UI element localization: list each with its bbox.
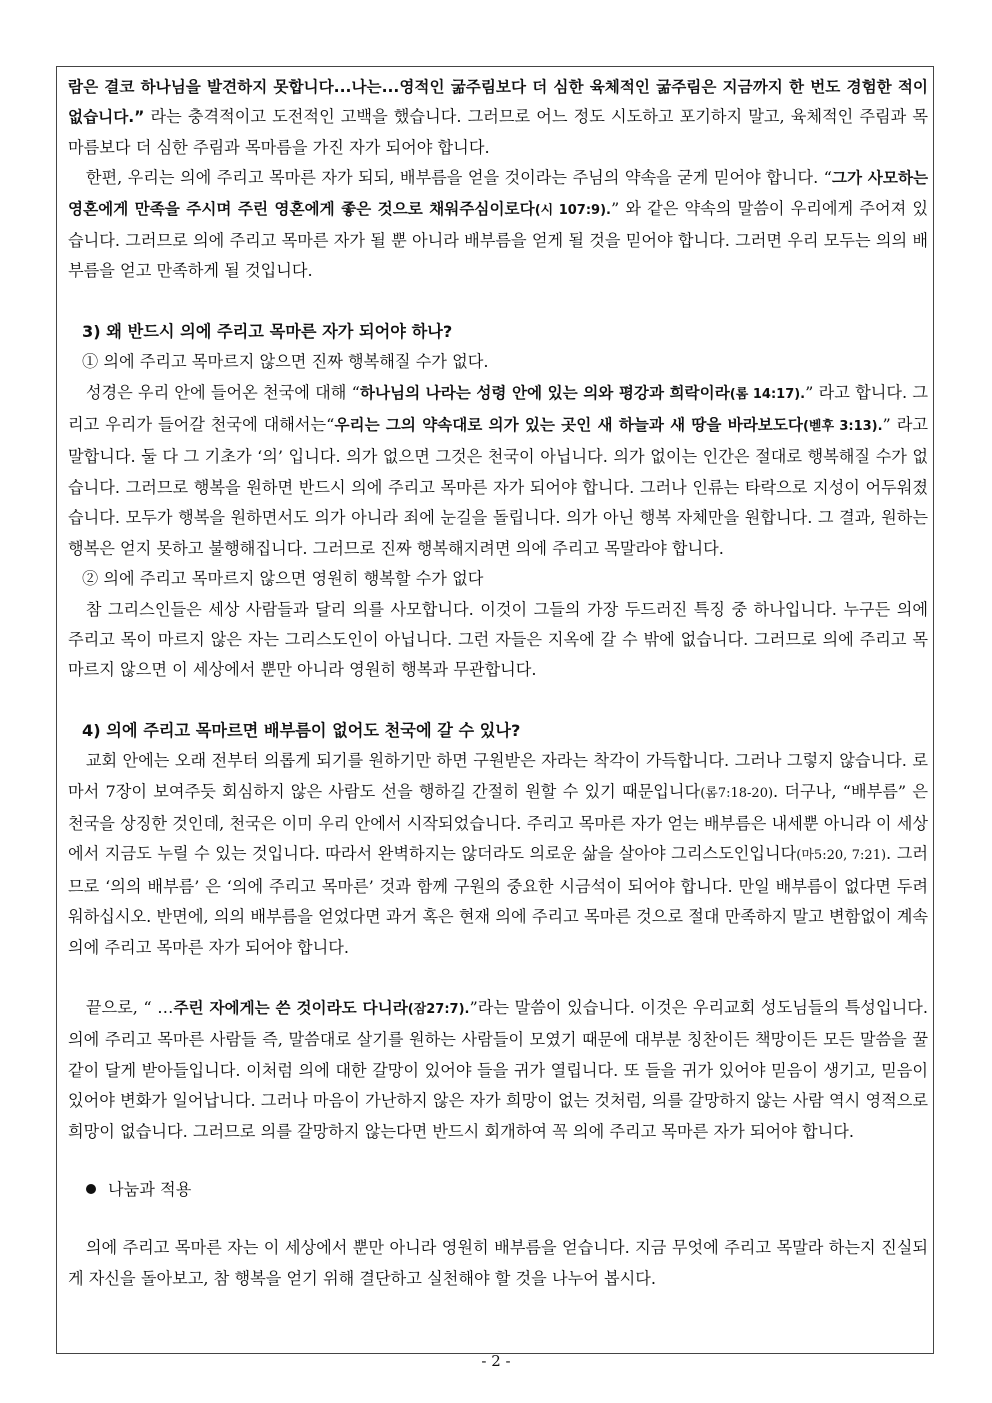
scripture-quote: 그가 사모하는 영혼에게 만족을 주시며 주린 영혼에게 좋은 것으로 채워주심이로다 xyxy=(68,169,929,218)
section-3-subpoint-1: ① 의에 주리고 목마르지 않으면 진짜 행복해질 수가 없다. xyxy=(82,352,489,372)
scripture-quote: 하나님의 나라는 성령 안에 있는 의와 평강과 희락이라 xyxy=(359,383,730,402)
intro-text: ” 와 같은 약속의 말씀이 우리에게 주어져 있습니다. 그러므로 의에 주리고 목마른 자가 될 뿐 아니라 배부름을 얻게 될 것을 믿어야 합니다. 그러면 우리 모두는 의의 배부름을 얻고 만족하게 될 것입니다. xyxy=(68,198,928,281)
section-3-paragraph-2: 참 그리스인들은 세상 사람들과 달리 의를 사모합니다. 이것이 그들의 가장 두드러진 특징 중 하나입니다. 누구든 의에 주리고 목이 마르지 않은 자는 그리스도인이 아닙니다. 그런 자들은 지옥에 갈 수 밖에 없습니다. 그러므로 의에 주리고 목마르지 않으면 이 세상에서 뿐만 아니라 영원히 행복과 무관합니다. xyxy=(68,599,928,680)
section-3-subpoint-2: ② 의에 주리고 목마르지 않으면 영원히 행복할 수가 없다 xyxy=(82,569,484,589)
scripture-quote: 우리는 그의 약속대로 의가 있는 곳인 새 하늘과 새 땅을 바라보도다 xyxy=(334,416,803,435)
scripture-quote: 주린 자에게는 쓴 것이라도 다니라 xyxy=(173,998,408,1017)
body-text: ” 라고 합니다. 그리고 우리가 들어갈 천국에 대해서는“ xyxy=(68,382,928,435)
document-body xyxy=(68,72,928,1294)
sharing-heading xyxy=(68,1175,928,1205)
intro-text: 라는 충격적이고 도전적인 고백을 했습니다. 그러므로 어느 정도 시도하고 포기하지 말고, 육체적인 주림과 목마름보다 더 심한 주림과 목마름을 가진 자가 되어야 합니다. xyxy=(68,107,928,157)
body-text: 성경은 우리 안에 들어온 천국에 대해 “ xyxy=(85,382,360,402)
sharing-paragraph: 의에 주리고 목마른 자는 이 세상에서 뿐만 아니라 영원히 배부름을 얻습니다. 지금 무엇에 주리고 목말라 하는지 진실되게 자신을 돌아보고, 참 행복을 얻기 위해 결단하고 실천해야 할 것을 나누어 봅시다. xyxy=(68,1238,928,1288)
quote-bold: 람은 결코 하나님을 발견하지 못합니다...나는...영적인 굶주림보다 더 심한 육체적인 굶주림은 지금까지 한 번도 경험한 적이 없습니다.” xyxy=(68,78,928,127)
page-number: - 2 - xyxy=(481,1352,511,1370)
section-3-heading: 3) 왜 반드시 의에 주리고 목마른 자가 되어야 하나? xyxy=(82,321,453,341)
sharing-heading-label: 나눔과 적용 xyxy=(108,1180,192,1199)
bullet-icon xyxy=(86,1184,96,1194)
intro-text: 한편, 우리는 의에 주리고 목마른 자가 되되, 배부름을 얻을 것이라는 주님의 약속을 굳게 믿어야 합니다. “ xyxy=(85,168,832,188)
scripture-ref: (시 107:9). xyxy=(534,202,611,218)
intro-paragraph-2 xyxy=(68,163,928,287)
intro-paragraph-1 xyxy=(68,72,928,163)
section-4-heading: 4) 의에 주리고 목마르면 배부름이 없어도 천국에 갈 수 있나? xyxy=(82,720,521,740)
body-text: 교회 안에는 오래 전부터 의롭게 되기를 원하기만 하면 구원받은 자라는 착각이 가득합니다. 그러나 그렇지 않습니다. 로마서 7장이 보여주듯 회심하지 않은 사람도 선을 행하길 간절히 원할 수 있기 때문입니다 xyxy=(68,751,928,801)
scripture-ref: (벧후 3:13). xyxy=(802,419,883,435)
scripture-ref: (잠27:7). xyxy=(407,1001,470,1017)
body-text: . 더구나, “배부름” 은 천국을 상징한 것인데, 천국은 이미 우리 안에서 시작되었습니다. 주리고 목마른 자가 얻는 배부름은 내세뿐 아니라 이 세상에서 지금도 누릴 수 있는 것입니다. 따라서 완벽하지는 않더라도 의로운 삶을 살아야 그리스도인입니다 xyxy=(68,781,928,864)
section-4-paragraph-1 xyxy=(68,746,928,963)
section-3-paragraph-1 xyxy=(68,378,928,564)
scripture-ref: (롬7:18-20) xyxy=(700,785,774,801)
body-text: ” 라고 말합니다. 둘 다 그 기초가 ‘의’ 입니다. 의가 없으면 그것은 천국이 아닙니다. 의가 없이는 인간은 절대로 행복해질 수가 없습니다. 그러므로 행복을 원하면 반드시 의에 주리고 목마른 자가 되어야 합니다. 그러나 인류는 타락으로 지성이 어두워졌습니다. 모두가 행복을 원하면서도 의가 아니라 죄에 눈길을 돌립니다. 의가 아닌 행복 자체만을 원합니다. 그 결과, 원하는 행복은 얻지 못하고 불행해집니다. 그러므로 진짜 행복해지려면 의에 주리고 목말라야 합니다. xyxy=(68,415,928,558)
closing-paragraph xyxy=(68,993,928,1147)
body-text: . 그러므로 ‘의의 배부름’ 은 ‘의에 주리고 목마른’ 것과 함께 구원의 중요한 시금석이 되어야 합니다. 만일 배부름이 없다면 두려워하십시오. 반면에, 의의 배부름을 얻었다면 과거 혹은 현재 의에 주리고 목마른 것으로 절대 만족하지 말고 변함없이 계속 의에 주리고 목마른 자가 되어야 합니다. xyxy=(68,844,928,957)
scripture-ref: (롬 14:17). xyxy=(729,386,806,402)
body-text: 끝으로, “ … xyxy=(85,997,174,1017)
scripture-ref: (마5:20, 7:21) xyxy=(796,848,887,864)
body-text: ”라는 말씀이 있습니다. 이것은 우리교회 성도님들의 특성입니다. 의에 주리고 목마른 사람들 즉, 말씀대로 살기를 원하는 사람들이 모였기 때문에 대부분 칭찬이든 책망이든 모든 말씀을 꿀같이 달게 받아들입니다. 이처럼 의에 대한 갈망이 있어야 들을 귀가 열립니다. 또 들을 귀가 있어야 믿음이 생기고, 믿음이 있어야 변화가 일어납니다. 그러나 마음이 가난하지 않은 자가 희망이 없는 것처럼, 의를 갈망하지 않는 사람 역시 영적으로 희망이 없습니다. 그러므로 의를 갈망하지 않는다면 반드시 회개하여 꼭 의에 주리고 목마른 자가 되어야 합니다. xyxy=(68,997,929,1141)
